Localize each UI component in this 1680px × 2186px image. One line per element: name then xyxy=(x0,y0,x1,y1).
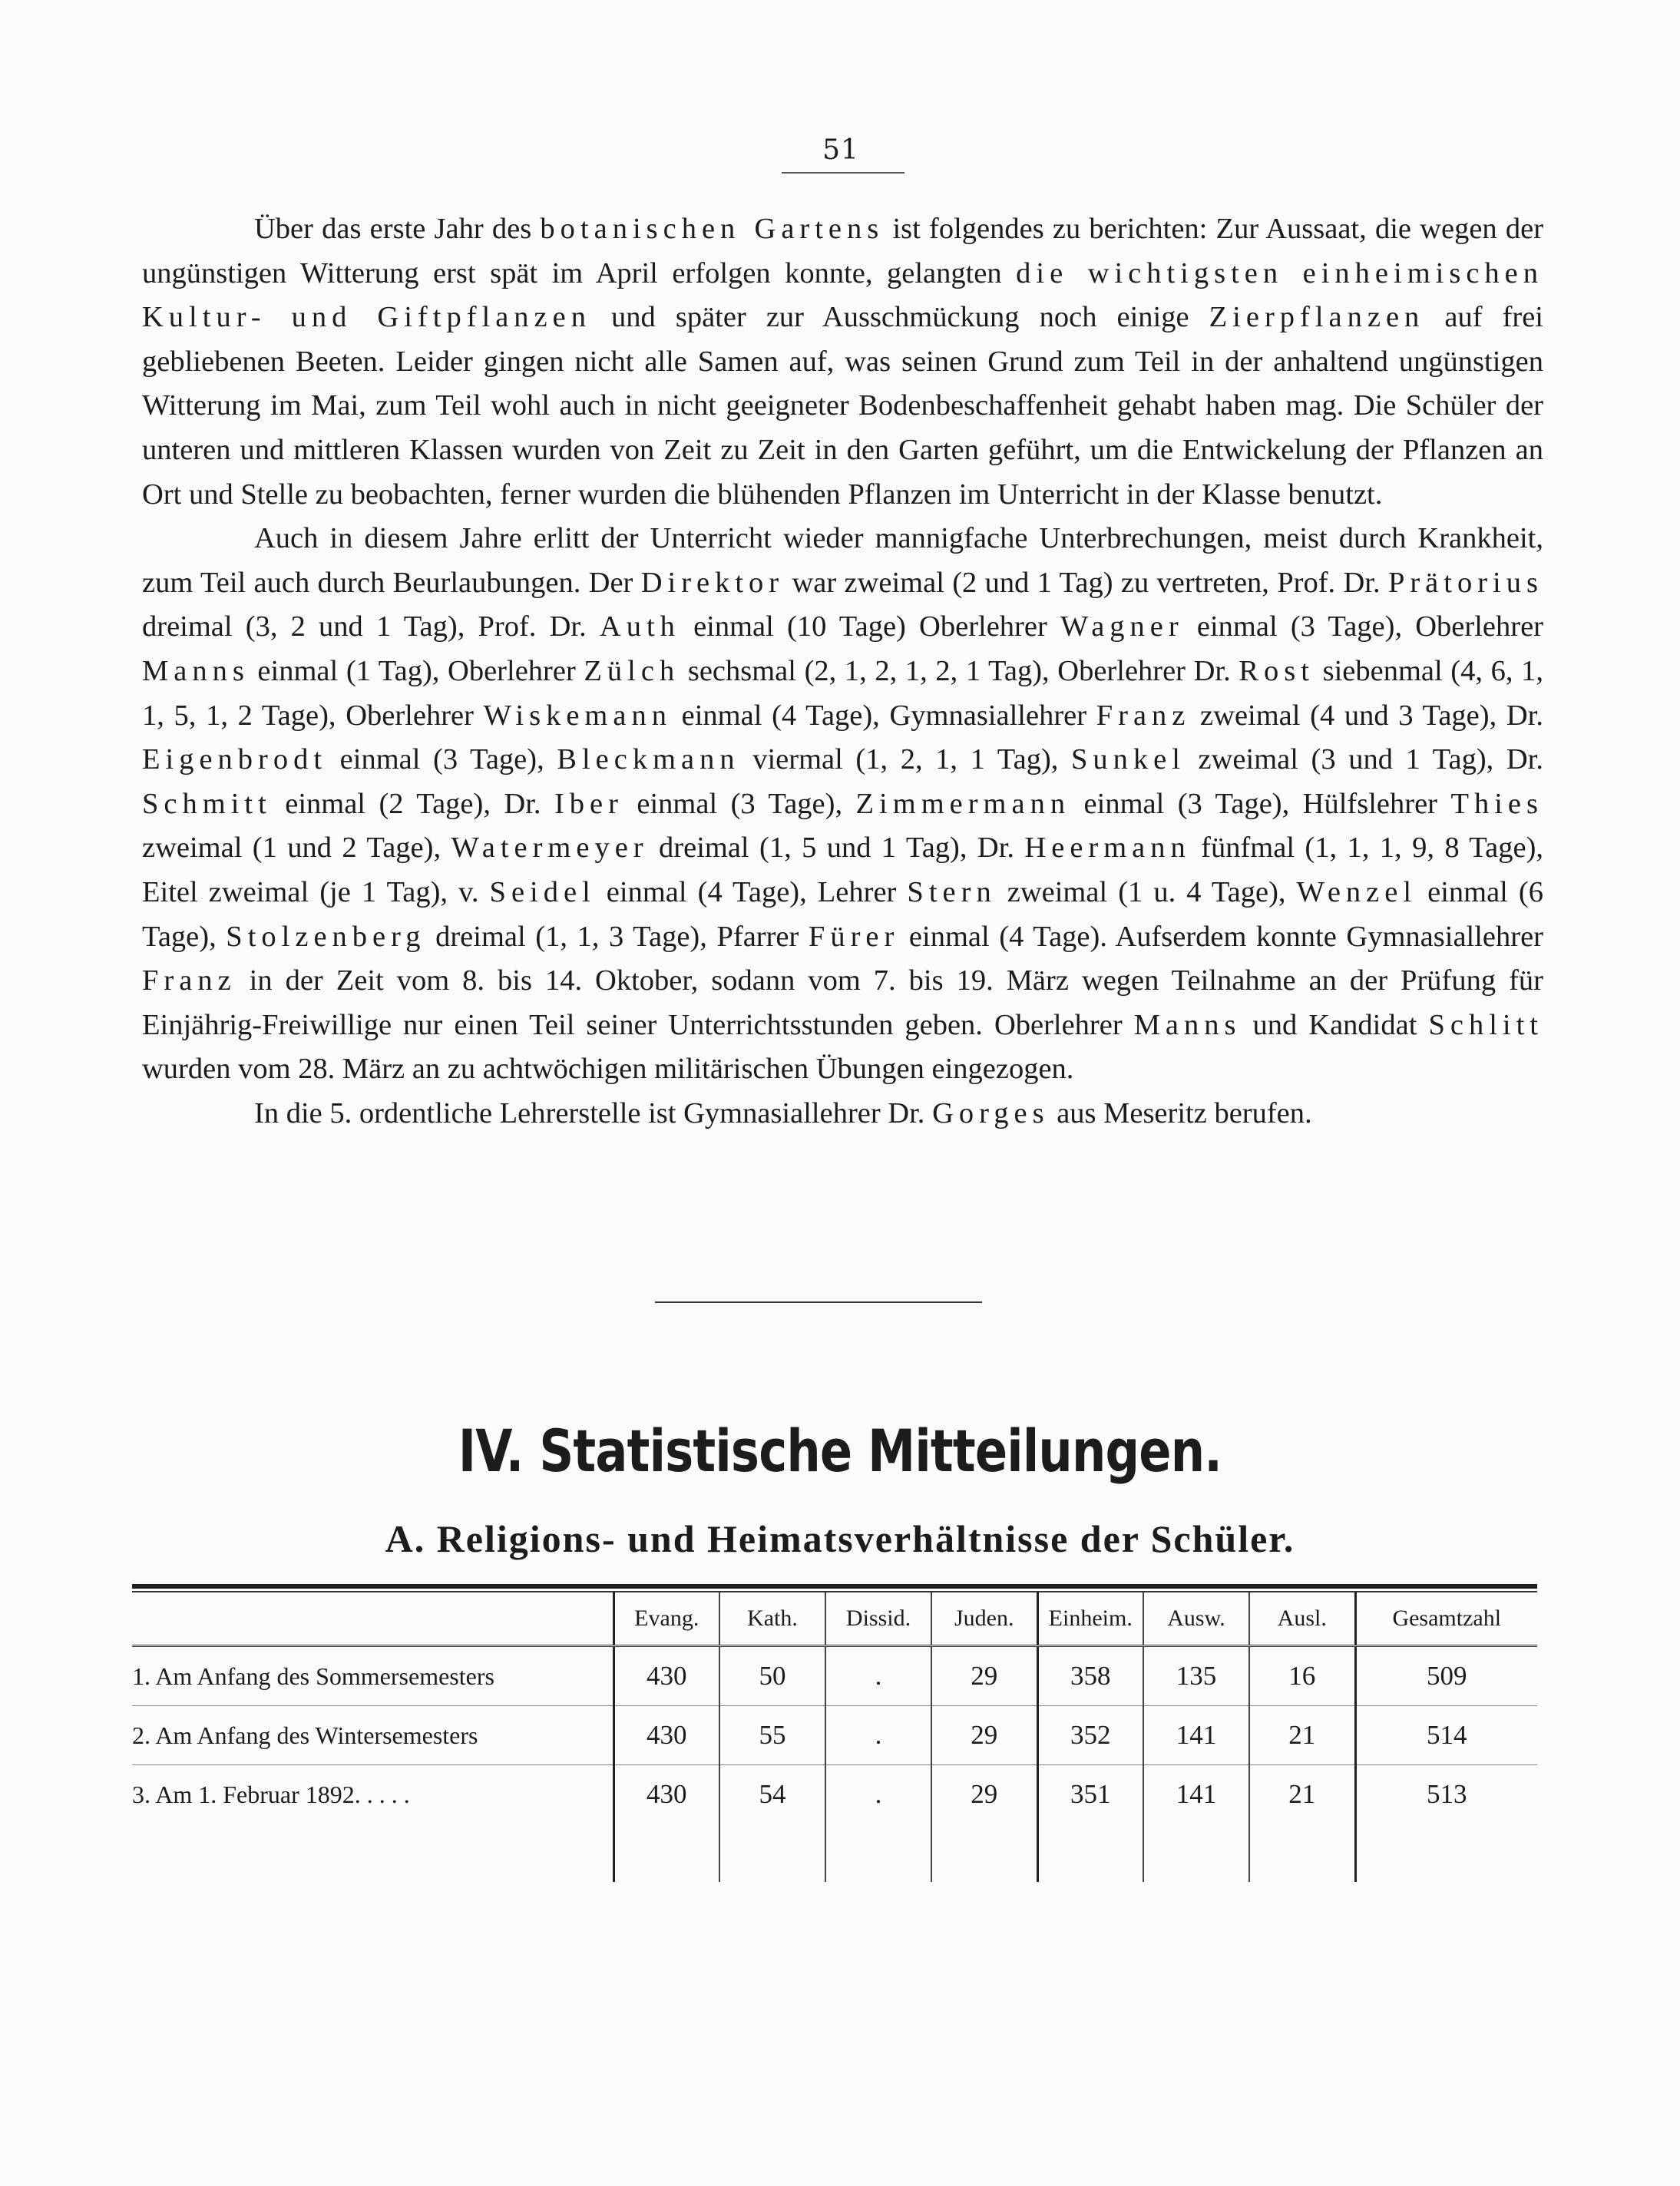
cell: 135 xyxy=(1143,1646,1249,1706)
cell: 141 xyxy=(1143,1706,1249,1765)
cell: 54 xyxy=(719,1765,825,1824)
table-header-row xyxy=(132,1592,1537,1646)
cell: 514 xyxy=(1355,1706,1537,1765)
page-number: 51 xyxy=(822,134,859,166)
cell: 21 xyxy=(1249,1765,1355,1824)
cell: 513 xyxy=(1355,1765,1537,1824)
text-run: in der Zeit vom 8. bis 14. Oktober, sodann vom 7. bis 19. März wegen Teilnahme an der Prüfung für Einjährig-Freiwillige nur einen Teil seiner Unterrichtsstunden geben. Oberlehrer xyxy=(142,964,1543,1041)
spaced-name: Manns xyxy=(1133,1008,1242,1041)
spaced-name: botanischen Gartens xyxy=(540,213,885,245)
cell: 29 xyxy=(931,1765,1037,1824)
spaced-name: Heermann xyxy=(1024,832,1191,865)
spaced-name: Zimmermann xyxy=(855,787,1071,820)
text-run: einmal (4 Tage). Aufserdem konnte Gymnasiallehrer xyxy=(899,920,1543,953)
text-run: einmal (3 Tage), Hülfslehrer xyxy=(1070,787,1451,820)
text-run: Auch in diesem Jahre erlitt der Unterricht wieder mannigfache Unterbrechungen, meist durch Krankheit, zum Teil auch durch Beurlaubungen. Der xyxy=(142,522,1543,599)
paragraph-teaching-interruptions xyxy=(142,517,1543,1092)
paragraph-new-teacher xyxy=(142,1092,1543,1136)
spaced-name: Wagner xyxy=(1060,610,1184,643)
cell: 50 xyxy=(719,1646,825,1706)
text-run: wurden vom 28. März an zu achtwöchigen militärischen Übungen eingezogen. xyxy=(142,1053,1074,1086)
cell: 21 xyxy=(1249,1706,1355,1765)
row-label: 3. Am 1. Februar 1892. . . . . xyxy=(132,1780,410,1808)
paragraph-botanical-garden xyxy=(142,207,1543,517)
spaced-name: Stolzenberg xyxy=(226,920,426,953)
section-separator xyxy=(655,1301,982,1303)
spaced-name: Wiskemann xyxy=(483,699,672,732)
text-run: einmal (1 Tag), Oberlehrer xyxy=(249,654,584,687)
text-run: war zweimal (2 und 1 Tag) zu vertreten, Prof. Dr. xyxy=(784,566,1388,599)
header-cell: Ausl. xyxy=(1249,1592,1355,1646)
header-cell: Dissid. xyxy=(825,1592,931,1646)
spaced-name: Prätorius xyxy=(1387,566,1543,599)
header-cell: Einheim. xyxy=(1037,1592,1143,1646)
header-cell: Ausw. xyxy=(1143,1592,1249,1646)
cell: 430 xyxy=(613,1765,719,1824)
text-run: einmal (3 Tage), xyxy=(623,787,856,820)
statistics-table-container xyxy=(132,1584,1537,1882)
cell: 141 xyxy=(1143,1765,1249,1824)
text-run: einmal (10 Tage) Oberlehrer xyxy=(680,610,1060,643)
row-label: 1. Am Anfang des Sommersemesters xyxy=(132,1646,613,1706)
spaced-name: Iber xyxy=(554,787,623,820)
text-run: Über das erste Jahr des xyxy=(254,213,541,245)
spaced-name: Gorges xyxy=(932,1096,1050,1129)
cell: 352 xyxy=(1037,1706,1143,1765)
text-run: einmal (3 Tage), xyxy=(327,743,557,776)
spaced-name: Manns xyxy=(142,654,250,687)
spaced-name: Sunkel xyxy=(1070,743,1186,776)
cell: 358 xyxy=(1037,1646,1143,1706)
cell: 351 xyxy=(1037,1765,1143,1824)
spaced-name: Watermeyer xyxy=(451,832,649,865)
text-run: und später zur Ausschmückung noch einige xyxy=(590,301,1209,334)
cell: 430 xyxy=(613,1706,719,1765)
text-run: einmal (4 Tage), Gymnasiallehrer xyxy=(671,699,1096,732)
text-run: siebenmal (4, 6, 1, 1, 5, 1, 2 Tage), Oberlehrer xyxy=(142,654,1543,732)
section-heading: IV. Statistische Mitteilungen. xyxy=(458,1417,1222,1485)
header-cell: Kath. xyxy=(719,1592,825,1646)
header-cell: Evang. xyxy=(613,1592,719,1646)
table-row xyxy=(132,1646,1537,1706)
section-subheading: A. Religions- und Heimatsverhältnisse der Schüler. xyxy=(385,1517,1295,1560)
cell: 16 xyxy=(1249,1646,1355,1706)
text-run: einmal (2 Tage), Dr. xyxy=(271,787,554,820)
header-cell: Juden. xyxy=(931,1592,1037,1646)
text-run: aus Meseritz berufen. xyxy=(1049,1096,1312,1129)
text-run: einmal (6 Tage), xyxy=(142,875,1543,953)
spaced-name: Direktor xyxy=(640,566,785,599)
text-run: ist folgendes zu berichten: Zur Aussaat, die wegen der ungünstigen Witterung erst spät im April erfolgen konnte, gelangten xyxy=(142,213,1544,289)
text-run: dreimal (1, 5 und 1 Tag), Dr. xyxy=(648,832,1025,865)
spaced-name: Zülch xyxy=(584,654,680,687)
text-run: fünfmal (1, 1, 1, 9, 8 Tage), Eitel zweimal (je 1 Tag), v. xyxy=(142,832,1544,908)
page-number-underline xyxy=(782,172,904,174)
spaced-name: Schlitt xyxy=(1428,1008,1543,1041)
table-tail-row xyxy=(132,1824,1537,1882)
text-run: viermal (1, 2, 1, 1 Tag), xyxy=(739,743,1071,776)
spaced-name: Stern xyxy=(907,875,997,908)
religion-home-statistics-table xyxy=(132,1592,1537,1882)
cell: 29 xyxy=(931,1646,1037,1706)
spaced-name: Wenzel xyxy=(1296,875,1417,908)
text-run: dreimal (1, 1, 3 Tage), Pfarrer xyxy=(425,920,809,953)
cell: . xyxy=(825,1765,931,1824)
spaced-name: Eigenbrodt xyxy=(142,743,328,776)
text-run: zweimal (1 und 2 Tage), xyxy=(142,832,451,865)
table-row xyxy=(132,1706,1537,1765)
spaced-name: Franz xyxy=(142,964,236,997)
spaced-name: Fürer xyxy=(808,920,900,953)
spaced-name: die wichtigsten einheimischen Kultur- und Giftpflanzen xyxy=(142,256,1543,334)
cell: 29 xyxy=(931,1706,1037,1765)
spaced-name: Schmitt xyxy=(142,787,272,820)
spaced-name: Seidel xyxy=(489,875,596,908)
text-run: einmal (4 Tage), Lehrer xyxy=(595,875,908,908)
cell: . xyxy=(825,1706,931,1765)
body-text xyxy=(142,207,1543,1136)
table-row xyxy=(132,1765,1537,1824)
header-empty xyxy=(132,1592,613,1646)
cell: 55 xyxy=(719,1706,825,1765)
text-run: In die 5. ordentliche Lehrerstelle ist Gymnasiallehrer Dr. xyxy=(254,1096,933,1129)
text-run: dreimal (3, 2 und 1 Tag), Prof. Dr. xyxy=(142,610,600,643)
spaced-name: Zierpflanzen xyxy=(1209,301,1425,334)
table-top-rule xyxy=(132,1584,1537,1589)
header-cell: Gesamtzahl xyxy=(1355,1592,1537,1646)
cell: 509 xyxy=(1355,1646,1537,1706)
spaced-name: Franz xyxy=(1096,699,1191,732)
spaced-name: Bleckmann xyxy=(557,743,740,776)
text-run: zweimal (4 und 3 Tage), Dr. xyxy=(1190,699,1543,732)
text-run: und Kandidat xyxy=(1241,1008,1429,1041)
text-run: sechsmal (2, 1, 2, 1, 2, 1 Tag), Oberlehrer Dr. xyxy=(680,654,1239,687)
text-run: zweimal (3 und 1 Tag), Dr. xyxy=(1185,743,1544,776)
spaced-name: Auth xyxy=(599,610,680,643)
cell: 430 xyxy=(613,1646,719,1706)
text-run: zweimal (1 u. 4 Tage), xyxy=(996,875,1297,908)
text-run: einmal (3 Tage), Oberlehrer xyxy=(1183,610,1543,643)
cell: . xyxy=(825,1646,931,1706)
spaced-name: Thies xyxy=(1450,787,1543,820)
row-label: 2. Am Anfang des Wintersemesters xyxy=(132,1706,613,1765)
text-run: auf frei gebliebenen Beeten. Leider gingen nicht alle Samen auf, was seinen Grund zum Teil in der anhaltend ungünstigen Witterung im Mai, zum Teil wohl auch in nicht geeigneter Bodenbeschaffenheit gehabt haben mag. Die Schüler der unteren und mittleren Klassen wurden von Zeit zu Zeit in den Garten geführt, um die Entwickelung der Pflanzen an Ort und Stelle zu beobachten, ferner wurden die blühenden Pflanzen im Unterricht in der Klasse benutzt. xyxy=(142,301,1543,511)
spaced-name: Rost xyxy=(1239,654,1315,687)
